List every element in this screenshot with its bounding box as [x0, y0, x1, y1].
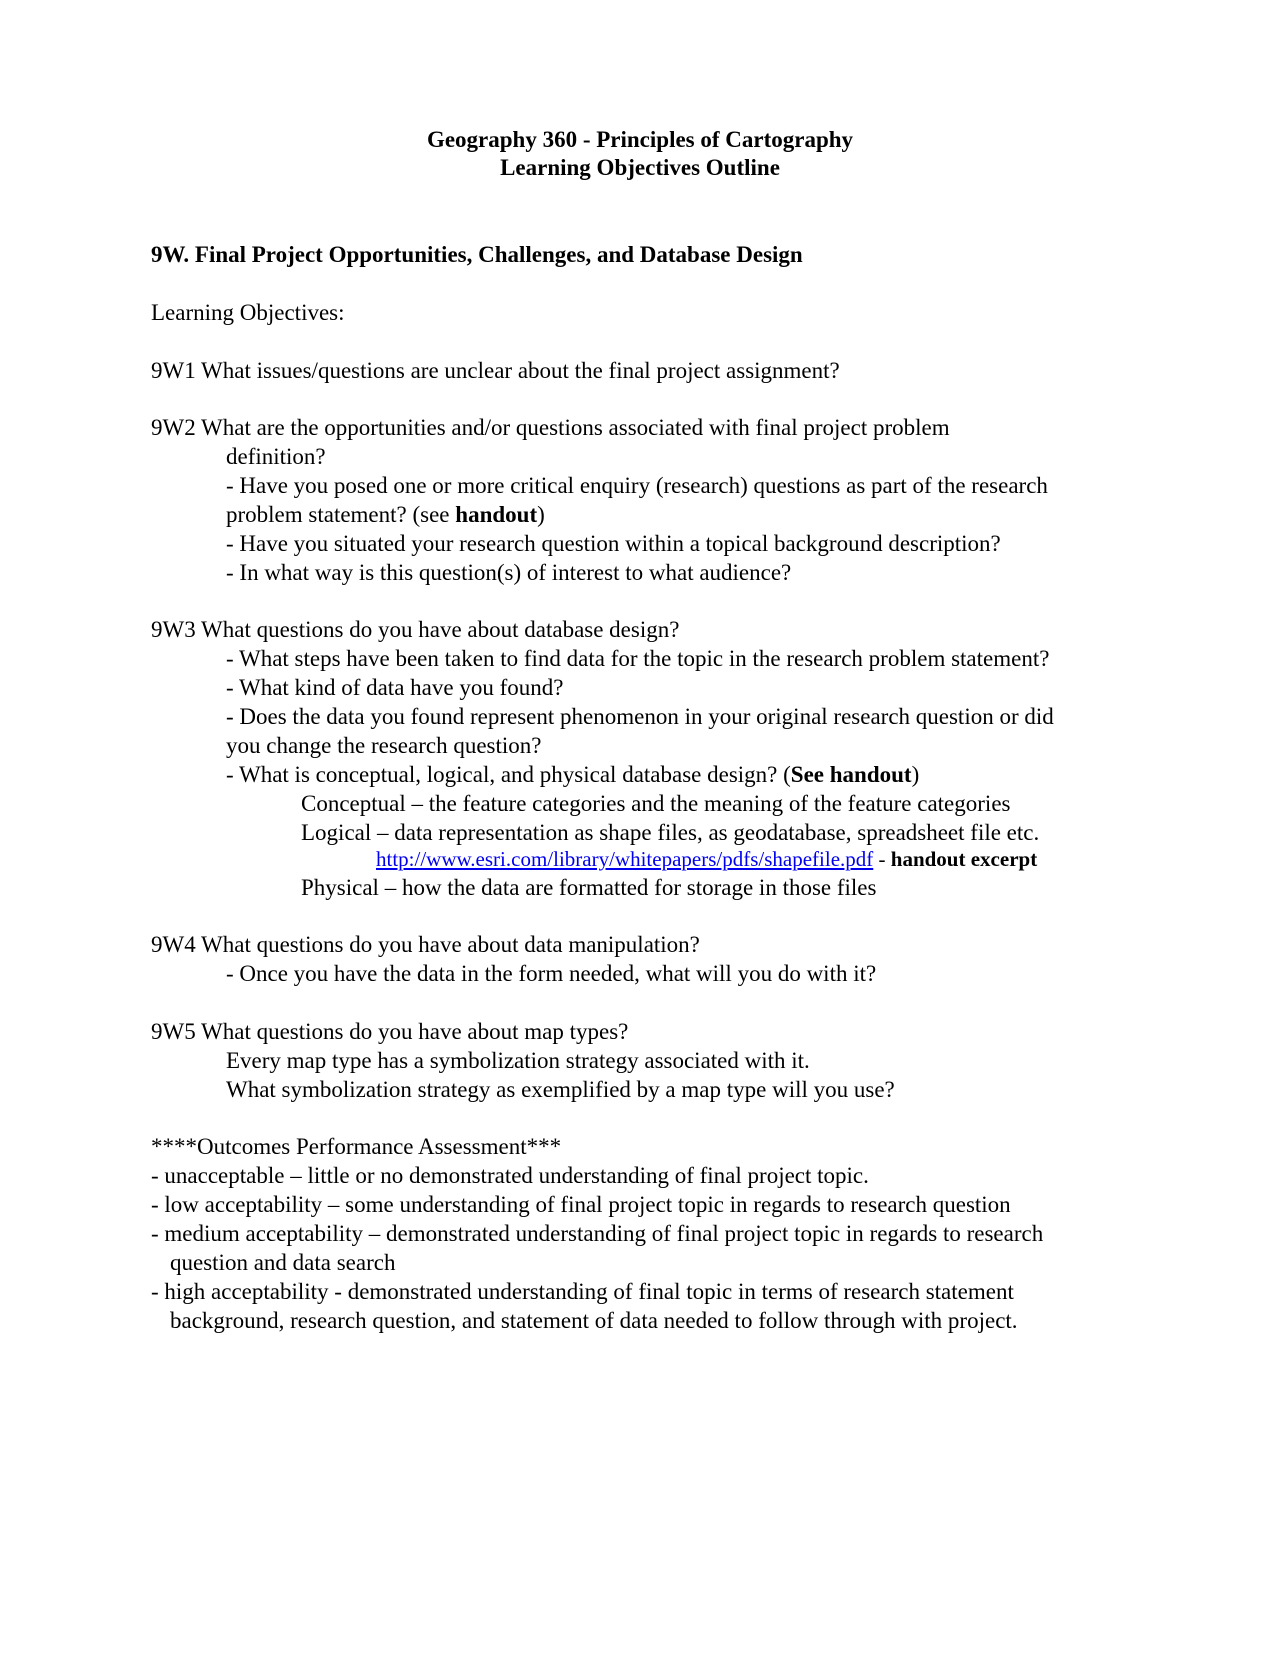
9w3-bullet-3: - Does the data you found represent phenomenon in your original research question or did [226, 704, 1054, 729]
logical-definition: Logical – data representation as shape files, as geodatabase, spreadsheet file etc. [301, 820, 1040, 845]
section-heading: 9W. Final Project Opportunities, Challenges, and Database Design [151, 242, 803, 267]
objectives-label: Learning Objectives: [151, 300, 345, 325]
assessment-heading: ****Outcomes Performance Assessment*** [151, 1134, 562, 1159]
conceptual-definition: Conceptual – the feature categories and the meaning of the feature categories [301, 791, 1011, 816]
handout-ref: handout [455, 502, 538, 527]
9w2-bullet-1-continued: problem statement? (see handout) [226, 502, 545, 527]
9w5-line-1: Every map type has a symbolization strategy associated with it. [226, 1048, 810, 1073]
9w3-bullet-3-continued: you change the research question? [226, 733, 542, 758]
9w2-bullet-3: - In what way is this question(s) of interest to what audience? [226, 560, 792, 585]
assessment-medium-continued: question and data search [170, 1250, 396, 1275]
9w2-bullet-2: - Have you situated your research question within a topical background description? [226, 531, 1001, 556]
9w3-bullet-4: - What is conceptual, logical, and physical database design? (See handout) [226, 762, 920, 787]
9w3-bullet-2: - What kind of data have you found? [226, 675, 564, 700]
assessment-high-continued: background, research question, and statement of data needed to follow through with project. [170, 1308, 1018, 1333]
assessment-high: - high acceptability - demonstrated understanding of final topic in terms of research statement [151, 1279, 1014, 1304]
9w5-line-2: What symbolization strategy as exemplified by a map type will you use? [226, 1077, 895, 1102]
document-title: Geography 360 - Principles of Cartography [426, 127, 854, 152]
objective-9w2-continued: definition? [226, 444, 326, 469]
shapefile-link-line: http://www.esri.com/library/whitepapers/pdfs/shapefile.pdf - handout excerpt [376, 847, 1038, 871]
objective-9w3: 9W3 What questions do you have about database design? [151, 617, 680, 642]
9w4-bullet-1: - Once you have the data in the form needed, what will you do with it? [226, 961, 877, 986]
assessment-low: - low acceptability – some understanding of final project topic in regards to research question [151, 1192, 1011, 1217]
objective-9w5: 9W5 What questions do you have about map types? [151, 1019, 629, 1044]
9w3-bullet-1: - What steps have been taken to find data for the topic in the research problem statement? [226, 646, 1050, 671]
assessment-unacceptable: - unacceptable – little or no demonstrated understanding of final project topic. [151, 1163, 869, 1188]
handout-excerpt-label: handout excerpt [890, 847, 1038, 871]
objective-9w1: 9W1 What issues/questions are unclear about the final project assignment? [151, 358, 840, 383]
see-handout-ref: See handout [790, 762, 912, 787]
9w2-bullet-1: - Have you posed one or more critical enquiry (research) questions as part of the research [226, 473, 1048, 498]
document-subtitle: Learning Objectives Outline [500, 155, 780, 180]
objective-9w4: 9W4 What questions do you have about data manipulation? [151, 932, 700, 957]
objective-9w2: 9W2 What are the opportunities and/or questions associated with final project problem [151, 415, 950, 440]
physical-definition: Physical – how the data are formatted for storage in those files [301, 875, 877, 900]
assessment-medium: - medium acceptability – demonstrated understanding of final project topic in regards to research [151, 1221, 1044, 1246]
shapefile-link[interactable]: http://www.esri.com/library/whitepapers/pdfs/shapefile.pdf [376, 847, 874, 871]
